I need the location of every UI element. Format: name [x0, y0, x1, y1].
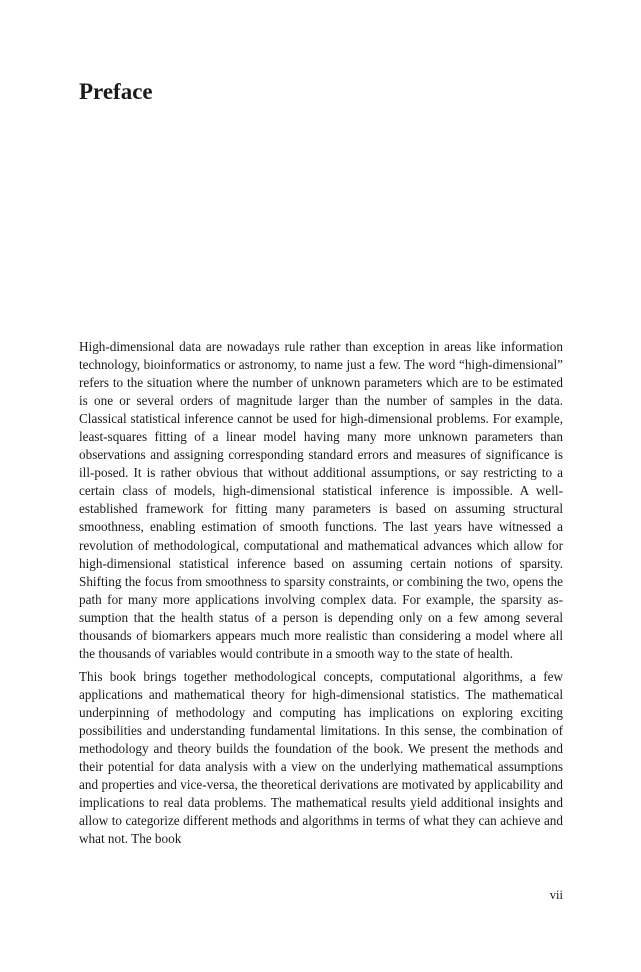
page-number: vii [549, 888, 563, 902]
body-text [79, 338, 563, 853]
chapter-title: Preface [79, 79, 153, 104]
paragraph-2: This book brings together methodological concepts, computational algorithms, a few applications and mathematical theory for high-dimensional statistics. The mathematical underpinning of methodology and computing has implications on exploring exciting possibilities and understanding fundamental limitations. In this sense, the combination of methodology and theory builds the foundation of the book. We present the methods and their potential for data analysis with a view on the underlying mathematical assumptions and properties and vice-versa, the theoretical derivations are motivated by applicability and implications to real data problems. The mathematical results yield additional insights and allow to categorize different methods and algorithms in terms of what they can achieve and what not. The book [79, 668, 563, 847]
paragraph-1: High-dimensional data are nowadays rule rather than exception in areas like information technology, bioinformatics or astronomy, to name just a few. The word “high-dimensional” refers to the situation where the number of unknown parameters which are to be estimated is one or several orders of magnitude larger than the number of samples in the data. Classical statistical inference cannot be used for high-dimensional problems. For example, least-squares fitting of a linear model having many more unknown parameters than observations and assigning corresponding standard errors and measures of significance is ill-posed. It is rather obvious that without additional assumptions, or say restricting to a certain class of models, high-dimensional statistical inference is impossible. A well-established framework for fitting many parameters is based on assuming structural smoothness, enabling estimation of smooth functions. The last years have witnessed a revolution of methodological, computational and mathematical advances which allow for high-dimensional statistical inference based on assuming certain notions of sparsity. Shifting the focus from smoothness to sparsity constraints, or combining the two, opens the path for many more applications involving complex data. For example, the sparsity assumption that the health status of a person is depending only on a few among several thousands of biomarkers appears much more realistic than considering a model where all the thousands of variables would contribute in a smooth way to the state of health. [79, 339, 563, 661]
